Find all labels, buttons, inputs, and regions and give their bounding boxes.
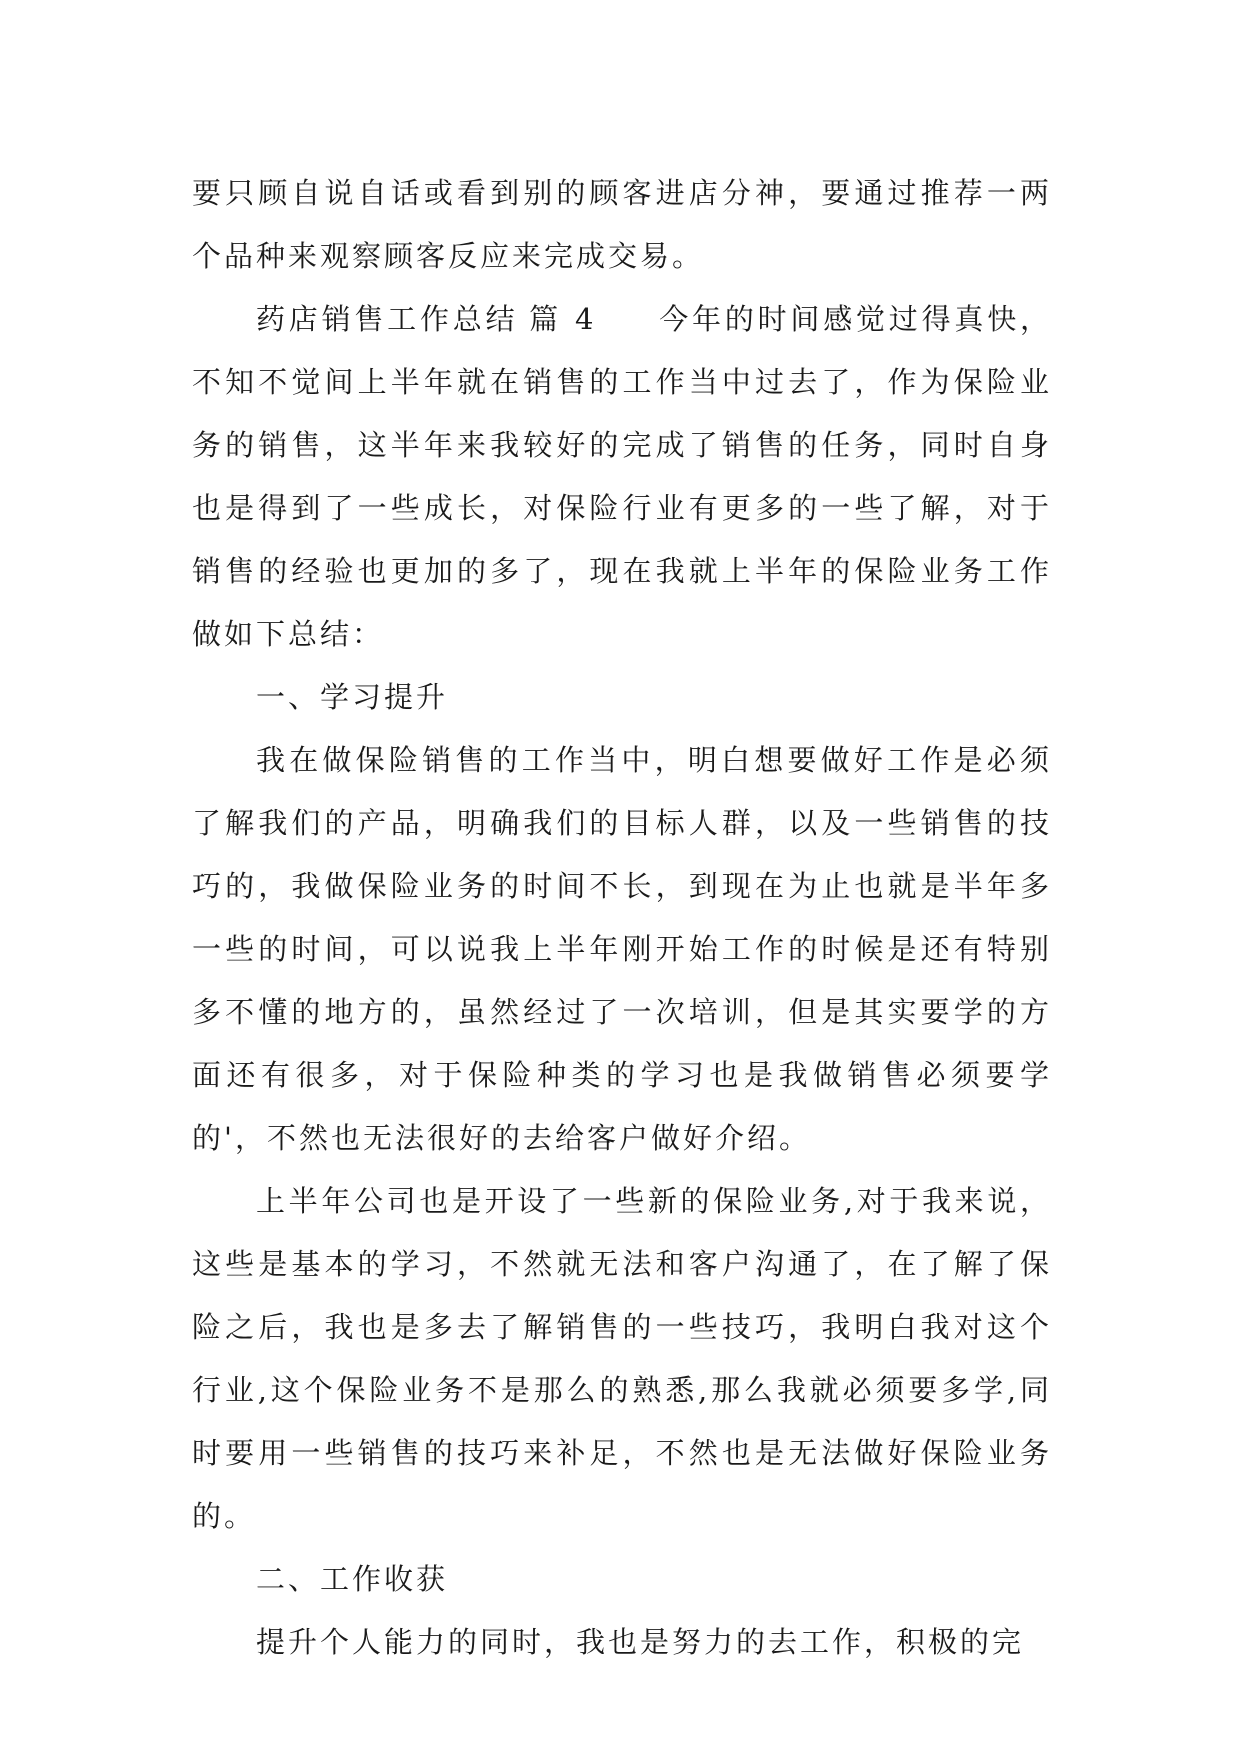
section-heading: 药店销售工作总结 bbox=[256, 302, 519, 336]
paragraph-section-4 bbox=[192, 288, 1052, 666]
paragraph-work-gains-1: 提升个人能力的同时，我也是努力的去工作，积极的完 bbox=[256, 1625, 1025, 1659]
heading-work-gains: 二、工作收获 bbox=[256, 1562, 449, 1596]
paragraph-intro-continuation: 要只顾自说自话或看到别的顾客进店分神，要通过推荐一两个品种来观察顾客反应来完成交易。 bbox=[192, 176, 1052, 273]
section-4-body: 今年的时间感觉过得真快，不知不觉间上半年就在销售的工作当中过去了，作为保险业务的销售，这半年来我较好的完成了销售的任务，同时自身也是得到了一些成长，对保险行业有更多的一些了解，对于销售的经验也更加的多了，现在我就上半年的保险业务工作做如下总结： bbox=[192, 302, 1052, 651]
document-body bbox=[192, 162, 1052, 1674]
section-number: 篇 4 bbox=[528, 302, 597, 336]
paragraph-learning-2: 上半年公司也是开设了一些新的保险业务,对于我来说，这些是基本的学习，不然就无法和客户沟通了，在了解了保险之后，我也是多去了解销售的一些技巧，我明白我对这个行业,这个保险业务不是那么的熟悉,那么我就必须要多学,同时要用一些销售的技巧来补足，不然也是无法做好保险业务的。 bbox=[192, 1184, 1052, 1533]
heading-learning-improvement: 一、学习提升 bbox=[256, 680, 449, 714]
paragraph-learning-1: 我在做保险销售的工作当中，明白想要做好工作是必须了解我们的产品，明确我们的目标人群，以及一些销售的技巧的，我做保险业务的时间不长，到现在为止也就是半年多一些的时间，可以说我上半年刚开始工作的时候是还有特别多不懂的地方的，虽然经过了一次培训，但是其实要学的方面还有很多，对于保险种类的学习也是我做销售必须要学的'，不然也无法很好的去给客户做好介绍。 bbox=[192, 743, 1052, 1155]
